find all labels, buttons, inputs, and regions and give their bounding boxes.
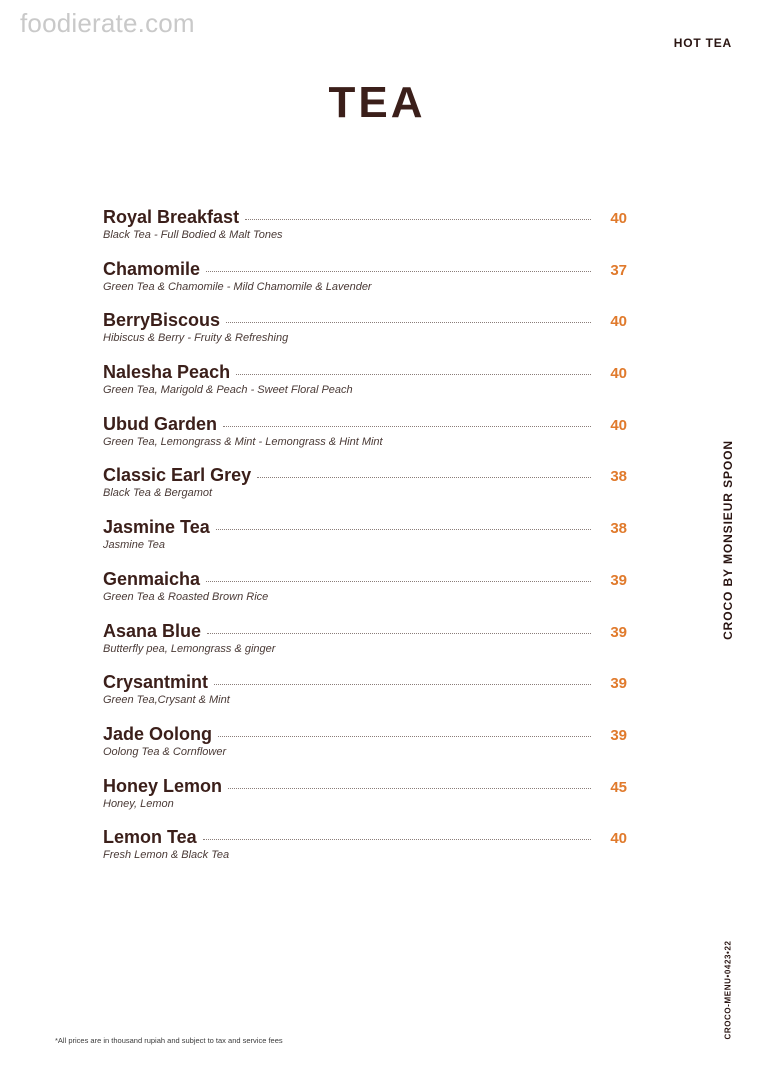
page-title: TEA [328,78,426,127]
menu-item-description: Black Tea & Bergamot [103,487,213,500]
dotted-leader [214,683,591,685]
dotted-leader [226,321,591,323]
menu-item [103,621,627,673]
menu-item-name: BerryBiscous [103,310,221,331]
menu-item-price: 39 [610,675,627,693]
menu-item-description: Green Tea,Crysant & Mint [103,694,230,707]
dotted-leader [203,838,591,840]
menu-item-price: 40 [610,313,627,331]
menu-item-name: Nalesha Peach [103,362,231,383]
menu-item-row [103,259,627,280]
menu-item-price: 40 [610,416,627,434]
menu-item-price: 39 [610,726,627,744]
menu-item [103,724,627,776]
dotted-leader [218,735,591,737]
menu-item-price: 40 [610,210,627,227]
menu-item-description: Oolong Tea & Cornflower [103,745,227,758]
menu-item [103,414,627,466]
menu-item-description: Green Tea & Chamomile - Mild Chamomile & Lavender [103,280,372,293]
menu-item [103,672,627,724]
menu-item-name: Honey Lemon [103,775,223,796]
dotted-leader [236,373,591,375]
menu-item-name: Genmaicha [103,568,201,589]
watermark-text: foodierate.com [20,8,195,38]
menu-list [103,207,627,879]
dotted-leader [223,425,591,427]
menu-item-row [103,724,627,745]
menu-item-price: 39 [610,571,627,589]
price-footnote: *All prices are in thousand rupiah and subject to tax and service fees [55,1036,283,1045]
dotted-leader [206,270,591,272]
menu-item [103,259,627,311]
menu-item [103,465,627,517]
menu-item-name: Ubud Garden [103,413,218,434]
dotted-leader [257,476,591,478]
brand-label: CROCO BY MONSIEUR SPOON [721,440,735,640]
menu-item-name: Lemon Tea [103,827,197,848]
menu-item [103,776,627,828]
menu-item-name: Crysantmint [103,672,209,693]
menu-item-row [103,362,627,383]
menu-item [103,827,627,879]
menu-item-row [103,621,627,642]
menu-item-description: Black Tea - Full Bodied & Malt Tones [103,229,283,241]
menu-item-description: Green Tea, Lemongrass & Mint - Lemongrass & Hint Mint [103,435,383,448]
menu-item-row [103,310,627,331]
menu-item-description: Hibiscus & Berry - Fruity & Refreshing [103,332,289,345]
menu-item-name: Classic Earl Grey [103,465,252,486]
menu-item-row [103,207,627,228]
menu-item-price: 40 [610,365,627,383]
menu-item [103,569,627,621]
menu-item-row [103,569,627,590]
menu-item [103,517,627,569]
menu-item [103,310,627,362]
menu-item-name: Asana Blue [103,620,202,641]
dotted-leader [206,580,591,582]
menu-item-name: Jade Oolong [103,723,213,744]
menu-item-row [103,672,627,693]
menu-item-price: 40 [610,830,627,848]
menu-item-description: Butterfly pea, Lemongrass & ginger [103,642,276,655]
menu-item-name: Chamomile [103,258,201,279]
dotted-leader [228,787,591,789]
menu-item-name: Royal Breakfast [103,207,240,227]
menu-item-price: 39 [610,623,627,641]
menu-item-description: Green Tea & Roasted Brown Rice [103,590,269,603]
menu-item [103,207,627,259]
menu-item-price: 38 [610,468,627,486]
menu-item-name: Jasmine Tea [103,517,210,538]
menu-item-description: Fresh Lemon & Black Tea [103,849,230,862]
menu-code: CROCO-MENU•0423•22 [723,940,733,1040]
menu-item-price: 45 [610,778,627,796]
menu-item-row [103,827,627,848]
menu-item-row [103,414,627,435]
menu-item-row [103,517,627,538]
menu-item-row [103,465,627,486]
menu-item-description: Jasmine Tea [103,539,165,552]
section-tag: HOT TEA [673,36,732,50]
dotted-leader [245,218,591,220]
menu-item-description: Green Tea, Marigold & Peach - Sweet Floral Peach [103,384,353,397]
menu-item-price: 38 [610,520,627,538]
dotted-leader [216,528,591,530]
menu-item-row [103,776,627,797]
dotted-leader [207,632,591,634]
menu-item-description: Honey, Lemon [103,797,174,810]
menu-item-price: 37 [610,261,627,279]
menu-item [103,362,627,414]
